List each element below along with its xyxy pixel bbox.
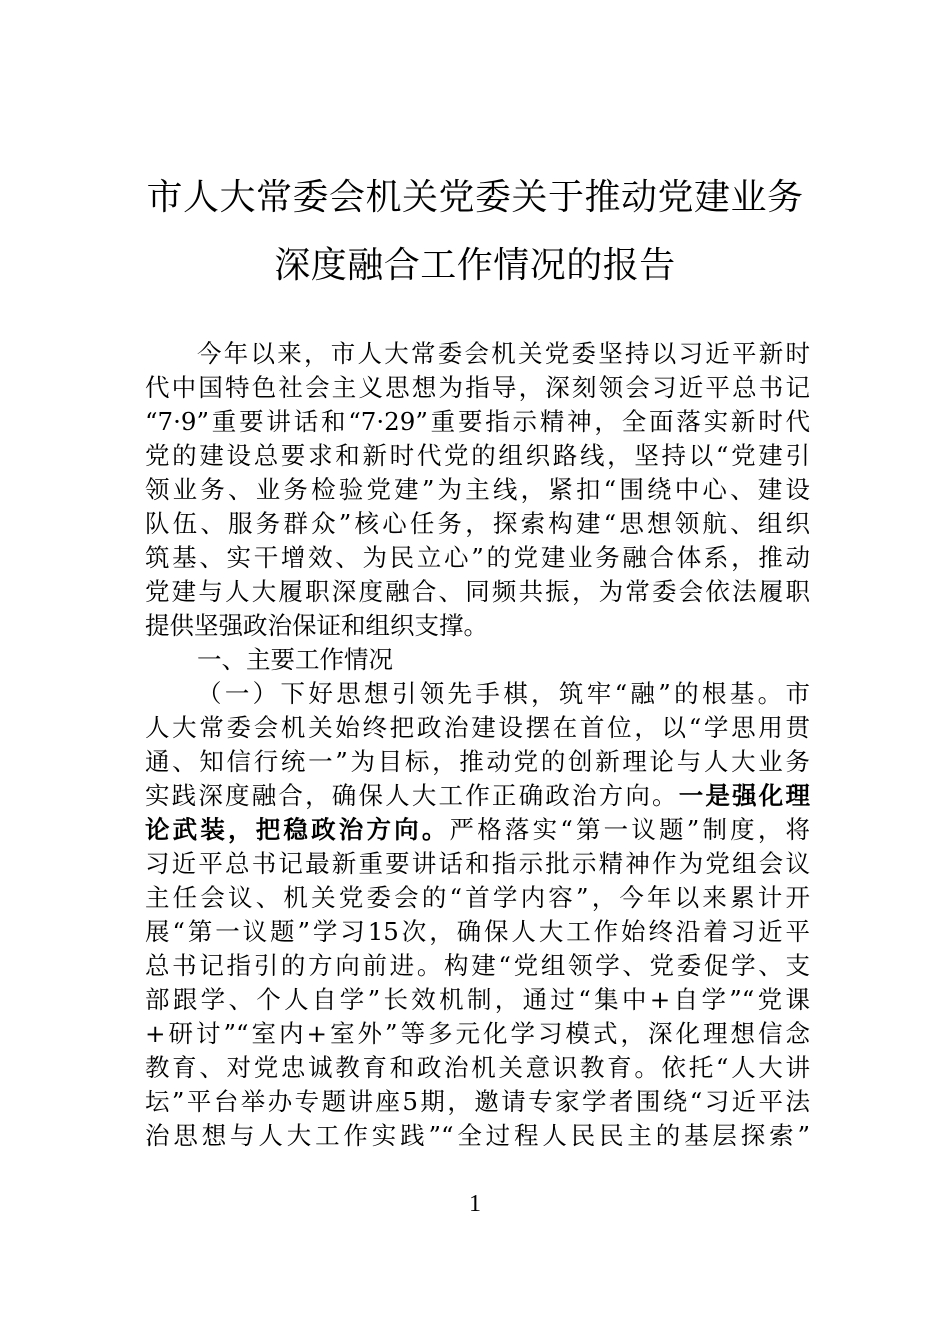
paragraph-line	[145, 812, 810, 848]
paragraph-line: 提供坚强政治保证和组织支撑。	[145, 611, 488, 640]
paragraph-line: +研讨”“室内+室外”等多元化学习模式，深化理想信念	[145, 1019, 810, 1048]
paragraph-line: 队伍、服务群众”核心任务，探索构建“思想领航、组织	[145, 509, 810, 538]
paragraph-line: 今年以来，市人大常委会机关党委坚持以习近平新时	[197, 339, 810, 368]
paragraph-text: 实践深度融合，确保人大工作正确政治方向。	[145, 781, 679, 810]
paragraph-line: “7·9”重要讲话和“7·29”重要指示精神，全面落实新时代	[145, 407, 810, 436]
paragraph-line: 筑基、实干增效、为民立心”的党建业务融合体系，推动	[145, 543, 810, 572]
paragraph-line: 习近平总书记最新重要讲话和指示批示精神作为党组会议	[145, 849, 810, 878]
bold-phrase: 论武装，把稳政治方向。	[145, 815, 450, 844]
paragraph-line: 部跟学、个人自学”长效机制，通过“集中+自学”“党课	[145, 985, 810, 1014]
paragraph-line: 教育、对党忠诚教育和政治机关意识教育。依托“人大讲	[145, 1053, 810, 1082]
paragraph-line: （一）下好思想引领先手棋，筑牢“融”的根基。市	[197, 679, 810, 708]
paragraph-line: 党的建设总要求和新时代党的组织路线，坚持以“党建引	[145, 441, 810, 470]
paragraph-line: 坛”平台举办专题讲座5期，邀请专家学者围绕“习近平法	[145, 1087, 810, 1116]
paragraph-line	[145, 778, 810, 814]
bold-phrase: 一是强化理	[678, 781, 810, 810]
paragraph-line: 展“第一议题”学习15次，确保人大工作始终沿着习近平	[145, 917, 810, 946]
document-title-line-2: 深度融合工作情况的报告	[274, 245, 676, 286]
paragraph-line: 人大常委会机关始终把政治建设摆在首位，以“学思用贯	[145, 713, 810, 742]
paragraph-line: 主任会议、机关党委会的“首学内容”，今年以来累计开	[145, 883, 810, 912]
paragraph-line: 总书记指引的方向前进。构建“党组领学、党委促学、支	[145, 951, 810, 980]
page-number: 1	[469, 1191, 481, 1217]
paragraph-line: 通、知信行统一”为目标，推动党的创新理论与人大业务	[145, 747, 810, 776]
paragraph-text: 严格落实“第一议题”制度，将	[449, 815, 810, 844]
paragraph-line: 领业务、业务检验党建”为主线，紧扣“围绕中心、建设	[145, 475, 810, 504]
paragraph-line: 党建与人大履职深度融合、同频共振，为常委会依法履职	[145, 577, 810, 606]
paragraph-line: 治思想与人大工作实践”“全过程人民民主的基层探索”	[145, 1121, 810, 1150]
document-title-line-1: 市人大常委会机关党委关于推动党建业务	[146, 177, 804, 218]
section-heading: 一、主要工作情况	[197, 645, 393, 674]
paragraph-line: 代中国特色社会主义思想为指导，深刻领会习近平总书记	[145, 373, 810, 402]
